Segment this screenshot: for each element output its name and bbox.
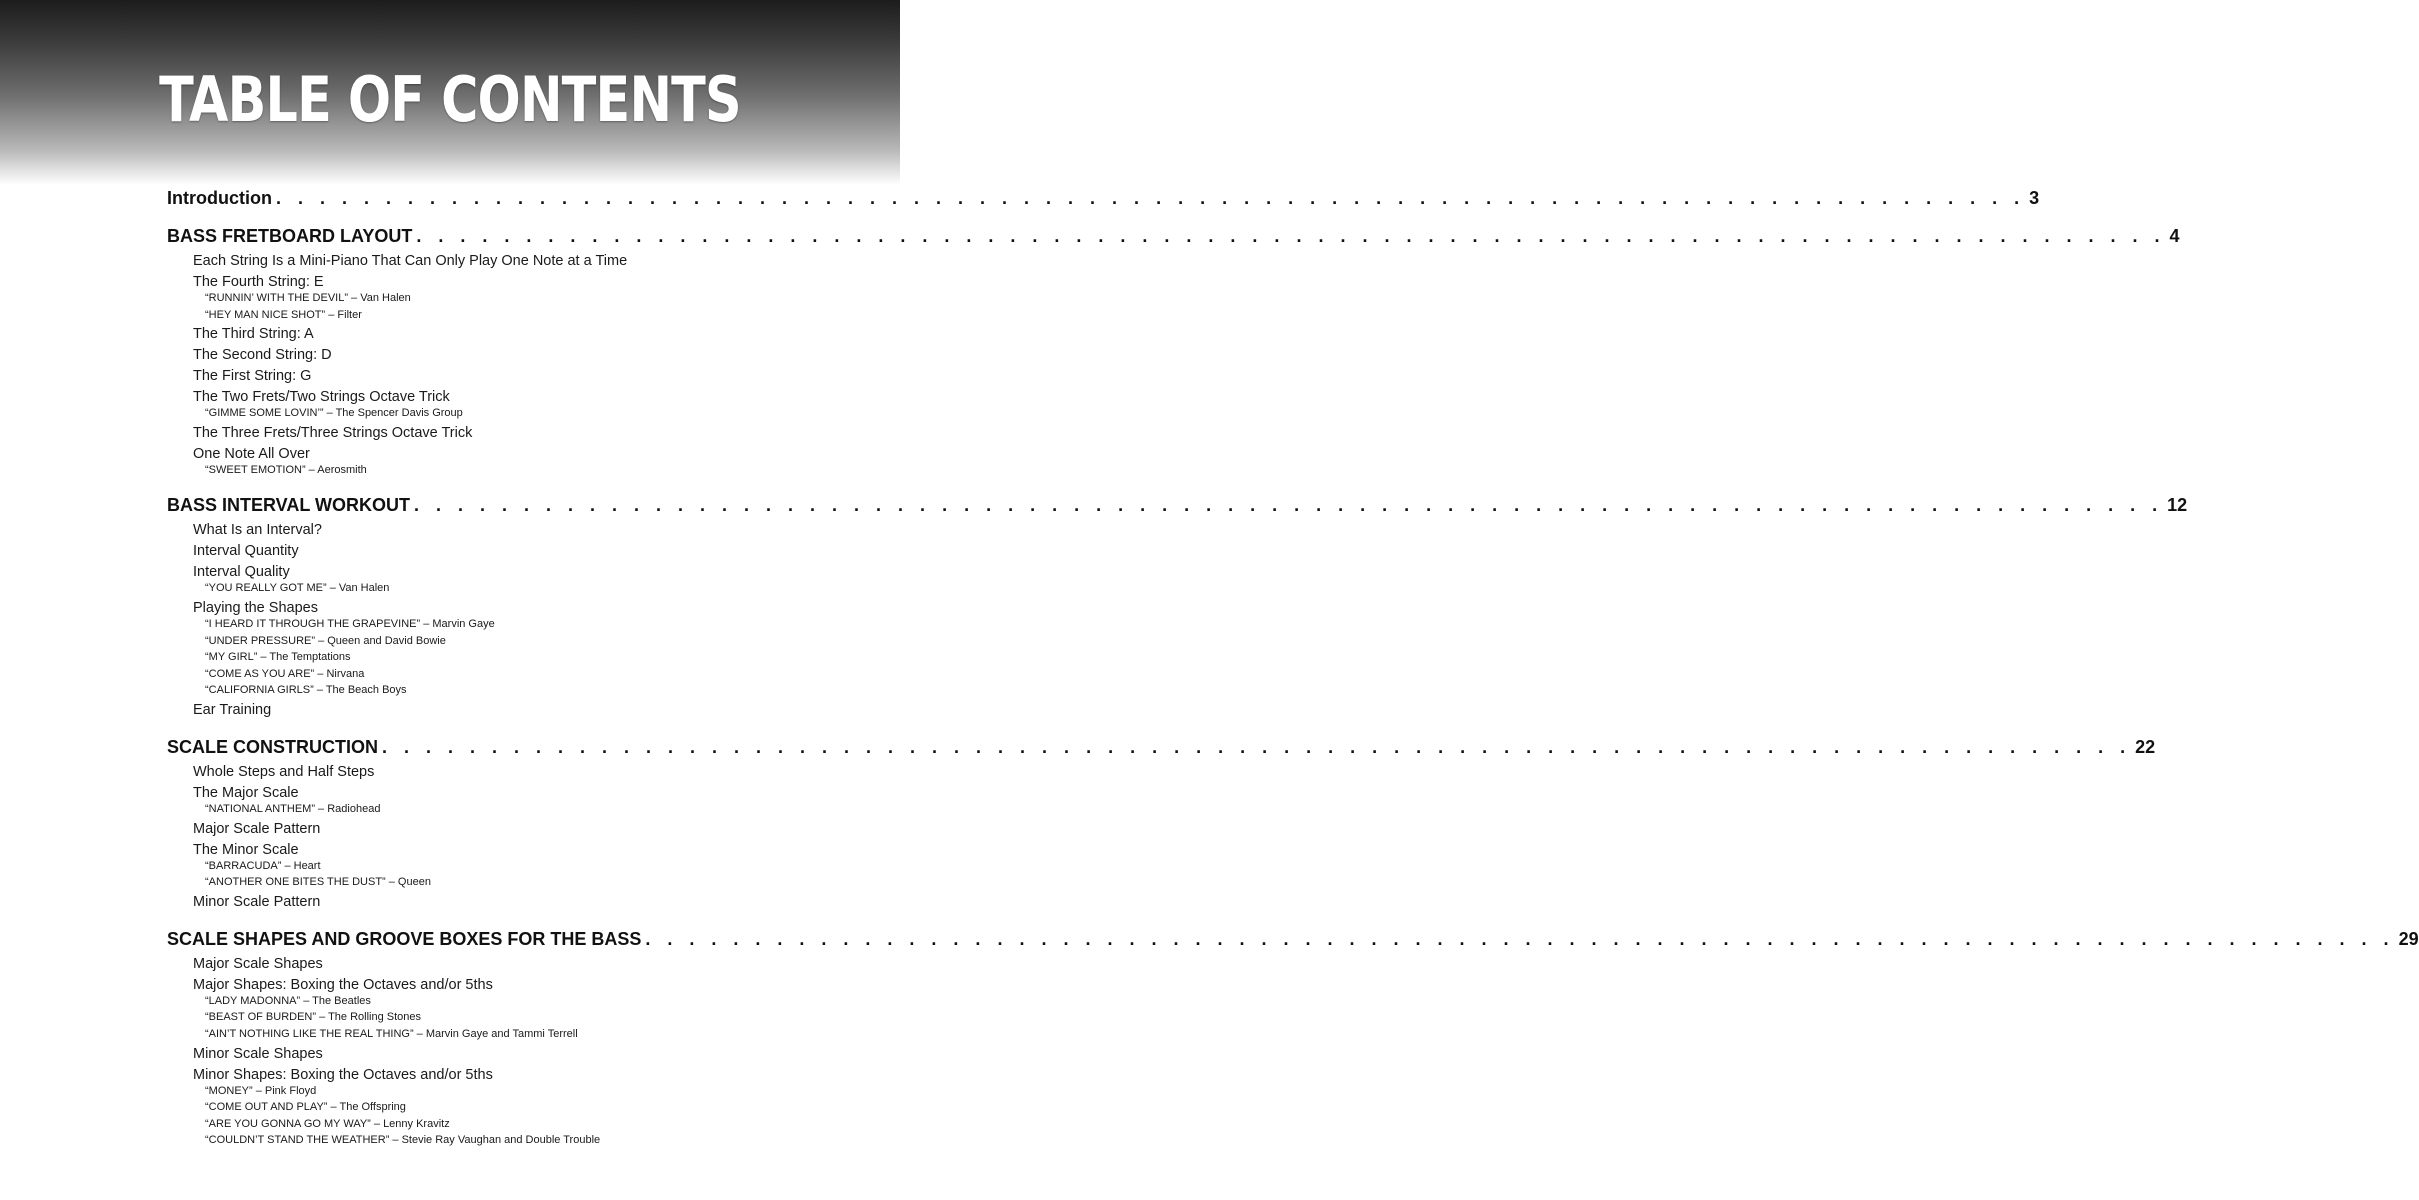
toc-section-row[interactable] bbox=[167, 493, 2188, 517]
toc-page-number: 12 bbox=[2167, 495, 2188, 516]
toc-song: “MONEY” – Pink Floyd bbox=[205, 1084, 317, 1097]
toc-song: “MY GIRL” – The Temptations bbox=[205, 651, 351, 664]
toc-subitem[interactable]: Interval Quality bbox=[193, 564, 290, 581]
toc-song: “RUNNIN’ WITH THE DEVIL” – Van Halen bbox=[205, 292, 411, 304]
toc-subitem[interactable]: Whole Steps and Half Steps bbox=[193, 763, 375, 780]
toc-song-list bbox=[193, 580, 732, 597]
toc-song: “HEY MAN NICE SHOT” – Filter bbox=[205, 308, 362, 321]
toc-song: “YOU REALLY GOT ME” – Van Halen bbox=[205, 582, 390, 595]
toc-subitem[interactable]: The Major Scale bbox=[193, 784, 299, 801]
toc-subitem[interactable]: The Fourth String: E bbox=[193, 274, 324, 290]
toc-page-number: 29 bbox=[2398, 928, 2419, 949]
toc-subitem[interactable]: What Is an Interval? bbox=[193, 522, 322, 539]
toc-page-number: 4 bbox=[2169, 226, 2180, 246]
toc-section-title: Introduction bbox=[167, 188, 272, 208]
toc-song: “I HEARD IT THROUGH THE GRAPEVINE” – Marvin Gaye bbox=[205, 617, 495, 630]
section-spacer bbox=[167, 913, 732, 927]
page-title: TABLE OF CONTENTS bbox=[159, 63, 741, 136]
section-spacer bbox=[167, 479, 732, 493]
toc-song: “COULDN’T STAND THE WEATHER” – Stevie Ray Vaughan and Double Trouble bbox=[205, 1134, 601, 1147]
toc-section-title: SCALE SHAPES AND GROOVE BOXES FOR THE BASS bbox=[167, 928, 642, 949]
toc-leader-dots: . . . . . . . . . . . . . . . . . . . . . . . . . . . . . . . . . . . . . . . . . . . . . . . . . . . . . . . . . . . . . . . . . . . . . . . . . . . . . . . . bbox=[382, 736, 2132, 757]
toc-section-title: BASS INTERVAL WORKOUT bbox=[167, 495, 411, 516]
toc-section-row[interactable] bbox=[167, 186, 2040, 210]
toc-section-row[interactable] bbox=[167, 927, 2419, 951]
toc-page-number: 22 bbox=[2135, 736, 2156, 757]
toc-song-list bbox=[193, 616, 732, 699]
toc-subitem[interactable]: One Note All Over bbox=[193, 445, 310, 462]
toc-song: “GIMME SOME LOVIN’” – The Spencer Davis Group bbox=[205, 407, 463, 420]
toc-song: “COME AS YOU ARE” – Nirvana bbox=[205, 667, 365, 680]
toc-subitems bbox=[167, 762, 732, 913]
toc-subitem[interactable]: Playing the Shapes bbox=[193, 599, 318, 616]
toc-section-title: SCALE CONSTRUCTION bbox=[167, 736, 378, 757]
toc-song-list bbox=[193, 993, 732, 1043]
toc-section-row[interactable] bbox=[167, 224, 2180, 248]
toc-song: “BEAST OF BURDEN” – The Rolling Stones bbox=[205, 1011, 422, 1024]
table-of-contents bbox=[167, 186, 2419, 1150]
toc-section bbox=[167, 493, 2188, 721]
toc-song: “BARRACUDA” – Heart bbox=[205, 859, 321, 872]
toc-song-list bbox=[193, 858, 732, 891]
toc-subitem[interactable]: Interval Quantity bbox=[193, 543, 299, 560]
toc-leader-dots: . . . . . . . . . . . . . . . . . . . . . . . . . . . . . . . . . . . . . . . . . . . . . . . . . . . . . . . . . . . . . . . . . . . . . . . . . . . . . . . . bbox=[645, 928, 2395, 949]
toc-subitem[interactable]: Minor Scale Shapes bbox=[193, 1045, 323, 1062]
toc-subitem[interactable]: The Second String: D bbox=[193, 347, 332, 364]
toc-section bbox=[167, 224, 2180, 478]
toc-subitem[interactable]: Ear Training bbox=[193, 701, 272, 718]
toc-subitem[interactable]: Minor Scale Pattern bbox=[193, 893, 321, 910]
toc-leader-dots: . . . . . . . . . . . . . . . . . . . . . . . . . . . . . . . . . . . . . . . . . . . . . . . . . . . . . . . . . . . . . . . . . . . . . . . . . . . . . . . . bbox=[416, 226, 2166, 246]
toc-subitem[interactable]: Minor Shapes: Boxing the Octaves and/or 5ths bbox=[193, 1066, 493, 1083]
toc-leader-dots: . . . . . . . . . . . . . . . . . . . . . . . . . . . . . . . . . . . . . . . . . . . . . . . . . . . . . . . . . . . . . . . . . . . . . . . . . . . . . . . . bbox=[414, 495, 2164, 516]
toc-song: “NATIONAL ANTHEM” – Radiohead bbox=[205, 802, 381, 815]
toc-section bbox=[167, 735, 2156, 913]
toc-subitem[interactable]: The Three Frets/Three Strings Octave Trick bbox=[193, 424, 473, 441]
toc-song-list bbox=[193, 801, 732, 818]
toc-leader-dots: . . . . . . . . . . . . . . . . . . . . . . . . . . . . . . . . . . . . . . . . . . . . . . . . . . . . . . . . . . . . . . . . . . . . . . . . . . . . . . . . bbox=[275, 188, 2026, 208]
toc-page-number: 3 bbox=[2029, 188, 2040, 208]
toc-song: “ANOTHER ONE BITES THE DUST” – Queen bbox=[205, 876, 431, 889]
toc-subitem[interactable]: Major Shapes: Boxing the Octaves and/or 5ths bbox=[193, 976, 493, 993]
toc-section-title: BASS FRETBOARD LAYOUT bbox=[167, 226, 413, 246]
toc-subitems bbox=[167, 520, 732, 721]
toc-section-row[interactable] bbox=[167, 735, 2156, 759]
toc-song-list bbox=[193, 462, 732, 479]
toc-subitem[interactable]: The Two Frets/Two Strings Octave Trick bbox=[193, 389, 450, 406]
toc-song: “ARE YOU GONNA GO MY WAY” – Lenny Kravitz bbox=[205, 1117, 450, 1130]
toc-subitems bbox=[167, 954, 732, 1149]
toc-song: “COME OUT AND PLAY” – The Offspring bbox=[205, 1101, 406, 1114]
toc-subitem[interactable]: Major Scale Shapes bbox=[193, 955, 323, 972]
toc-section bbox=[167, 927, 2419, 1149]
toc-song: “AIN’T NOTHING LIKE THE REAL THING” – Marvin Gaye and Tammi Terrell bbox=[205, 1027, 578, 1040]
toc-subitem[interactable]: Major Scale Pattern bbox=[193, 820, 321, 837]
toc-song: “UNDER PRESSURE” – Queen and David Bowie bbox=[205, 634, 446, 647]
toc-song-list bbox=[193, 1083, 732, 1149]
toc-song-list bbox=[193, 405, 732, 422]
toc-subitem[interactable]: The Third String: A bbox=[193, 326, 314, 343]
toc-song: “LADY MADONNA” – The Beatles bbox=[205, 994, 371, 1007]
toc-subitem[interactable]: The First String: G bbox=[193, 368, 312, 385]
toc-song: “CALIFORNIA GIRLS” – The Beach Boys bbox=[205, 684, 407, 697]
section-spacer bbox=[167, 721, 732, 735]
toc-song-list bbox=[193, 290, 732, 323]
toc-song: “SWEET EMOTION” – Aerosmith bbox=[205, 463, 367, 476]
toc-subitems bbox=[167, 251, 732, 478]
toc-section bbox=[167, 186, 2040, 210]
toc-subitem[interactable]: Each String Is a Mini-Piano That Can Only Play One Note at a Time bbox=[193, 253, 628, 269]
section-spacer bbox=[167, 210, 732, 224]
toc-subitem[interactable]: The Minor Scale bbox=[193, 841, 299, 858]
